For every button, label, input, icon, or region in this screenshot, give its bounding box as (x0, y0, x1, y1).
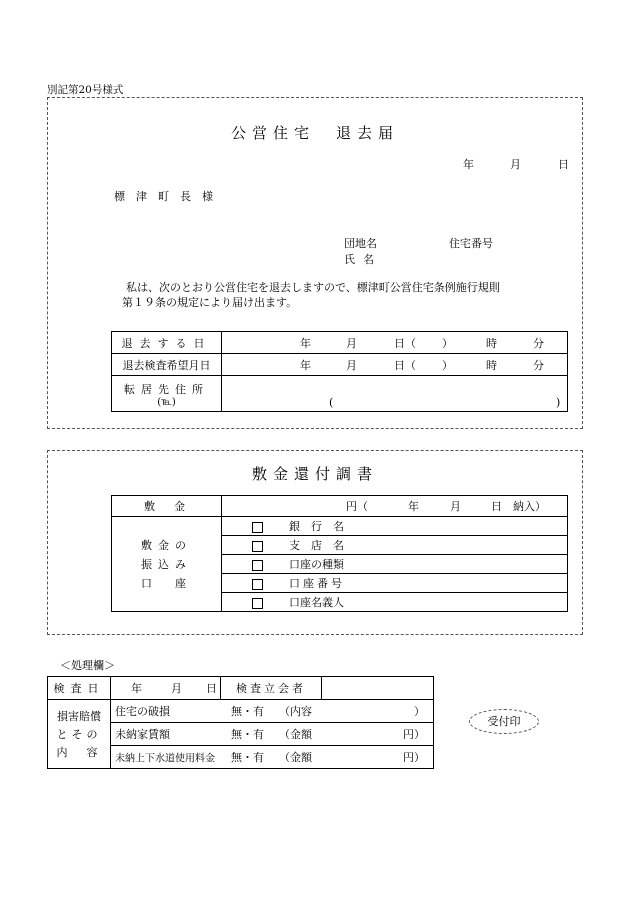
damage-item: 未納上下水道使用料金 (115, 753, 215, 765)
withdrawal-form-title: 公営住宅 退去届 (230, 124, 399, 142)
account-number-label: 口座番号 (289, 577, 345, 590)
table-row (112, 517, 568, 536)
withdrawal-date-cell[interactable] (222, 332, 568, 354)
tel-paren-close: ) (556, 395, 561, 409)
paid-day: 日 納入） (491, 500, 546, 513)
bank-name-label: 銀 行 名 (289, 520, 344, 533)
damage-close: ） (414, 705, 425, 718)
branch-name-label: 支 店 名 (289, 539, 344, 552)
field-minute: 分 (533, 358, 544, 372)
row-label-new-address: 転居先住所 (124, 383, 209, 396)
account-label-line1: 敷金の (141, 539, 192, 552)
damage-choice: 無・有 (231, 728, 264, 741)
deposit-amount-cell[interactable] (222, 496, 568, 517)
inspection-day: 日 (206, 682, 217, 695)
field-year: 年 (300, 336, 311, 350)
damage-choice: 無・有 (231, 751, 264, 764)
date-day: 日 (558, 158, 569, 171)
date-year: 年 (463, 158, 474, 171)
checkbox[interactable] (252, 560, 263, 571)
house-number-label: 住宅番号 (449, 237, 493, 250)
damage-choice: 無・有 (231, 705, 264, 718)
table-row (48, 700, 434, 723)
damage-detail: （金額 (279, 728, 312, 741)
table-row (112, 354, 568, 376)
account-type-cell[interactable] (222, 555, 568, 574)
tel-paren-open: ( (329, 395, 334, 409)
addressee: 標津町長様 (114, 190, 224, 203)
inspection-month: 月 (171, 682, 182, 695)
inspector-cell[interactable] (322, 677, 434, 700)
field-hour: 時 (486, 358, 497, 372)
field-hour: 時 (486, 336, 497, 350)
field-day: 日（ (394, 336, 416, 350)
danchi-label: 団地名 (344, 237, 377, 250)
processing-heading: ＜処理欄＞ (60, 659, 115, 672)
deposit-label: 敷 金 (144, 500, 189, 513)
damage-label-line2: とその (56, 728, 102, 741)
field-month: 月 (346, 336, 357, 350)
checkbox[interactable] (252, 598, 263, 609)
table-row (112, 332, 568, 354)
body-text-line1: 私は、次のとおり公営住宅を退去しますので、標津町公営住宅条例施行規則 (126, 281, 500, 294)
form-number: 別記第20号様式 (47, 84, 124, 96)
paid-month: 月 (450, 500, 461, 513)
checkbox[interactable] (252, 579, 263, 590)
table-row (112, 496, 568, 517)
paid-year: 年 (408, 500, 419, 513)
field-paren-close: ） (442, 358, 453, 372)
damage-item: 未納家賃額 (115, 728, 170, 741)
damage-detail: （内容 (279, 705, 312, 718)
damage-label-line3: 内 容 (56, 746, 102, 759)
received-stamp (469, 709, 539, 734)
checkbox[interactable] (252, 522, 263, 533)
yen-label: 円（ (346, 500, 368, 513)
field-day: 日（ (394, 358, 416, 372)
deposit-form-title: 敷金還付調書 (251, 465, 378, 483)
inspection-date-cell[interactable] (222, 354, 568, 376)
account-holder-cell[interactable] (222, 593, 568, 612)
deposit-refund-form (47, 450, 583, 635)
field-month: 月 (346, 358, 357, 372)
account-holder-label: 口座名義人 (289, 596, 344, 609)
account-label-line2: 振込み (141, 558, 192, 571)
field-minute: 分 (533, 336, 544, 350)
table-row (48, 677, 434, 700)
date-month: 月 (510, 158, 521, 171)
account-label-line3: 口 座 (141, 577, 192, 590)
account-number-cell[interactable] (222, 574, 568, 593)
inspection-date-cell[interactable] (111, 677, 221, 700)
processing-table (47, 676, 434, 769)
inspector-label: 検査立会者 (236, 682, 306, 695)
checkbox[interactable] (252, 541, 263, 552)
field-paren-close: ） (442, 336, 453, 350)
inspection-date-label: 検査日 (53, 682, 105, 695)
bank-name-cell[interactable] (222, 517, 568, 536)
damage-item: 住宅の破損 (115, 705, 170, 718)
row-label-withdrawal-date: 退去する日 (121, 336, 212, 350)
account-type-label: 口座の種類 (289, 558, 344, 571)
damage-row-house[interactable] (111, 700, 434, 723)
table-row (112, 376, 568, 412)
damage-detail: （金額 (279, 751, 312, 764)
damage-row-water[interactable] (111, 746, 434, 769)
inspection-year: 年 (131, 682, 142, 695)
row-label-inspection-date: 退去検査希望月日 (122, 358, 211, 372)
withdrawal-table (111, 331, 568, 412)
damage-row-rent[interactable] (111, 723, 434, 746)
damage-label-line1: 損害賠償 (57, 710, 101, 723)
deposit-table (111, 495, 568, 612)
tel-label: (℡) (157, 397, 176, 408)
body-text-line2: 第１９条の規定により届け出ます。 (122, 296, 298, 309)
name-label: 氏名 (344, 253, 382, 266)
received-stamp-label: 受付印 (487, 715, 521, 728)
new-address-cell[interactable] (222, 376, 568, 412)
damage-close: 円） (403, 728, 425, 741)
field-year: 年 (300, 358, 311, 372)
withdrawal-form (47, 97, 583, 429)
damage-close: 円） (403, 751, 425, 764)
branch-name-cell[interactable] (222, 536, 568, 555)
